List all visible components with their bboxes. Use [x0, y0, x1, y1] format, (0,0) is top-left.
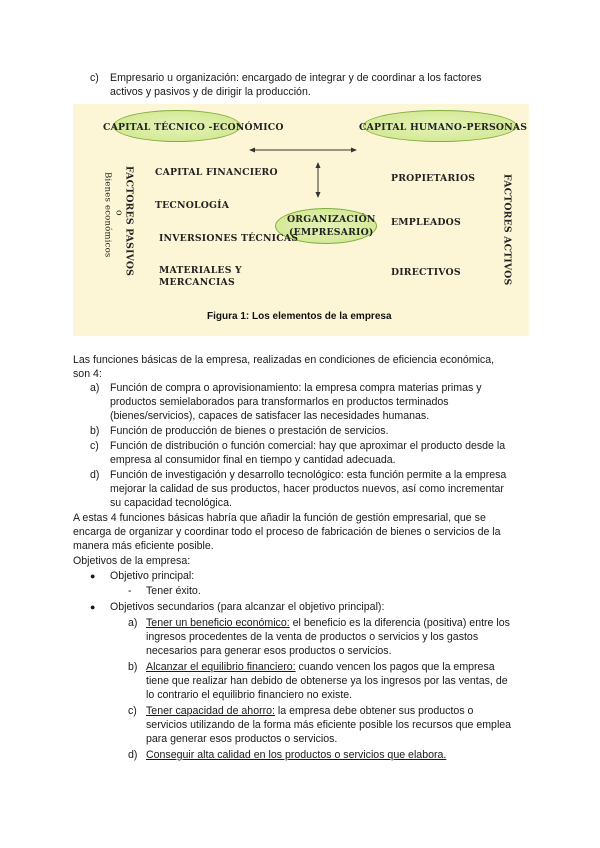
- funciones-intro: Las funciones básicas de la empresa, realizadas en condiciones de eficiencia económica,: [73, 354, 495, 366]
- list-item-line: mejorar la calidad de sus productos, hacer productos nuevos, así como incrementar: [110, 483, 504, 495]
- underlined-term: Tener capacidad de ahorro:: [146, 705, 275, 717]
- list-marker: c): [128, 705, 137, 717]
- intro-line: Empresario u organización: encargado de integrar y de coordinar a los factores: [110, 72, 482, 84]
- label-propietarios: PROPIETARIOS: [391, 173, 476, 184]
- list-item-line: necesarios para generar esos productos o servicios.: [146, 645, 392, 657]
- underlined-term: Alcanzar el equilibrio financiero:: [146, 661, 296, 673]
- figure-caption: Figura 1: Los elementos de la empresa: [207, 311, 392, 322]
- label-tecnologia: TECNOLOGÍA: [155, 200, 230, 211]
- list-marker: b): [128, 661, 138, 673]
- objetivos-title: Objetivos de la empresa:: [73, 555, 191, 567]
- label-inversiones-tecnicas: INVERSIONES TÉCNICAS: [159, 233, 299, 244]
- list-marker: b): [90, 425, 100, 437]
- label-capital-humano: CAPITAL HUMANO-PERSONAS: [359, 122, 528, 133]
- list-marker: d): [90, 469, 100, 481]
- list-item-line: para generar esos productos o servicios.: [146, 733, 338, 745]
- label-materiales: MATERIALES Y: [159, 265, 242, 276]
- item-text: la empresa debe obtener sus productos o: [274, 705, 474, 717]
- objetivos-secundarios: Objetivos secundarios (para alcanzar el objetivo principal):: [110, 601, 385, 613]
- list-marker: d): [128, 749, 138, 761]
- underlined-term: Tener un beneficio económico:: [146, 617, 290, 629]
- label-empleados: EMPLEADOS: [391, 217, 461, 228]
- list-item-line: tiene que realizar han debido de obtenerse ya los ingresos por las ventas, de: [146, 675, 508, 687]
- list-marker: a): [128, 617, 138, 629]
- bullet: ●: [90, 602, 96, 612]
- gestion-paragraph: manera más eficiente posible.: [73, 540, 214, 552]
- list-item-line: Función de distribución o función comercial: hay que aproximar el producto desde la: [110, 440, 506, 452]
- label-capital-tecnico: CAPITAL TÉCNICO -ECONÓMICO: [103, 122, 284, 133]
- label-directivos: DIRECTIVOS: [391, 267, 461, 278]
- list-item-line: [146, 617, 510, 631]
- list-marker: a): [90, 382, 100, 394]
- item-text: cuando vencen los pagos que la empresa: [295, 661, 495, 673]
- list-item-line: su capacidad tecnológica.: [110, 497, 232, 509]
- objetivo-exito: Tener éxito.: [146, 585, 201, 597]
- label-bienes-economicos: Bienes económicos: [102, 172, 113, 258]
- list-item-line: Función de compra o aprovisionamiento: la empresa compra materias primas y: [110, 382, 482, 394]
- intro-line: activos y pasivos y de dirigir la producción.: [110, 86, 311, 98]
- list-item-line: (bienes/servicios), capaces de satisfacer las necesidades humanas.: [110, 410, 430, 422]
- bullet: ●: [90, 571, 96, 581]
- list-item-line: [146, 705, 473, 719]
- list-item-line: Función de investigación y desarrollo tecnológico: esta función permite a la empresa: [110, 469, 507, 481]
- item-text: el beneficio es la diferencia (positiva) entre los: [289, 617, 510, 629]
- list-item-line: [146, 661, 495, 675]
- gestion-paragraph: A estas 4 funciones básicas habría que añadir la función de gestión empresarial, que se: [73, 512, 486, 524]
- list-marker: c): [90, 440, 99, 452]
- figure-elementos-empresa: [73, 104, 529, 336]
- list-item-line: productos semielaborados para transformarlos en productos terminados: [110, 396, 449, 408]
- objetivo-principal: Objetivo principal:: [110, 570, 195, 582]
- label-capital-financiero: CAPITAL FINANCIERO: [155, 167, 278, 178]
- label-organizacion: ORGANIZACIÓN: [287, 214, 376, 225]
- underlined-term: Conseguir alta calidad en los productos o servicios que elabora.: [146, 749, 447, 761]
- list-item-line: servicios utilizando de la forma más eficiente posible los recursos que emplea: [146, 719, 512, 731]
- list-item-line: empresa al consumidor final en tiempo y cantidad adecuada.: [110, 454, 396, 466]
- label-factores-activos: FACTORES ACTIVOS: [501, 174, 513, 286]
- dash-marker: -: [128, 585, 132, 597]
- gestion-paragraph: encarga de organizar y coordinar todo el proceso de fabricación de bienes o servicios de la: [73, 526, 501, 538]
- label-empresario: (EMPRESARIO): [289, 227, 374, 238]
- label-o: o: [113, 210, 125, 216]
- list-item-line: lo contrario el equilibrio financiero no existe.: [146, 689, 353, 701]
- funciones-intro: son 4:: [73, 368, 102, 380]
- list-item-line: Función de producción de bienes o prestación de servicios.: [110, 425, 389, 437]
- label-mercancias: MERCANCIAS: [159, 277, 235, 288]
- label-factores-pasivos: FACTORES PASIVOS: [123, 166, 135, 277]
- list-marker: c): [90, 72, 99, 84]
- list-item-line: ingresos procedentes de la venta de productos o servicios y los gastos: [146, 631, 479, 643]
